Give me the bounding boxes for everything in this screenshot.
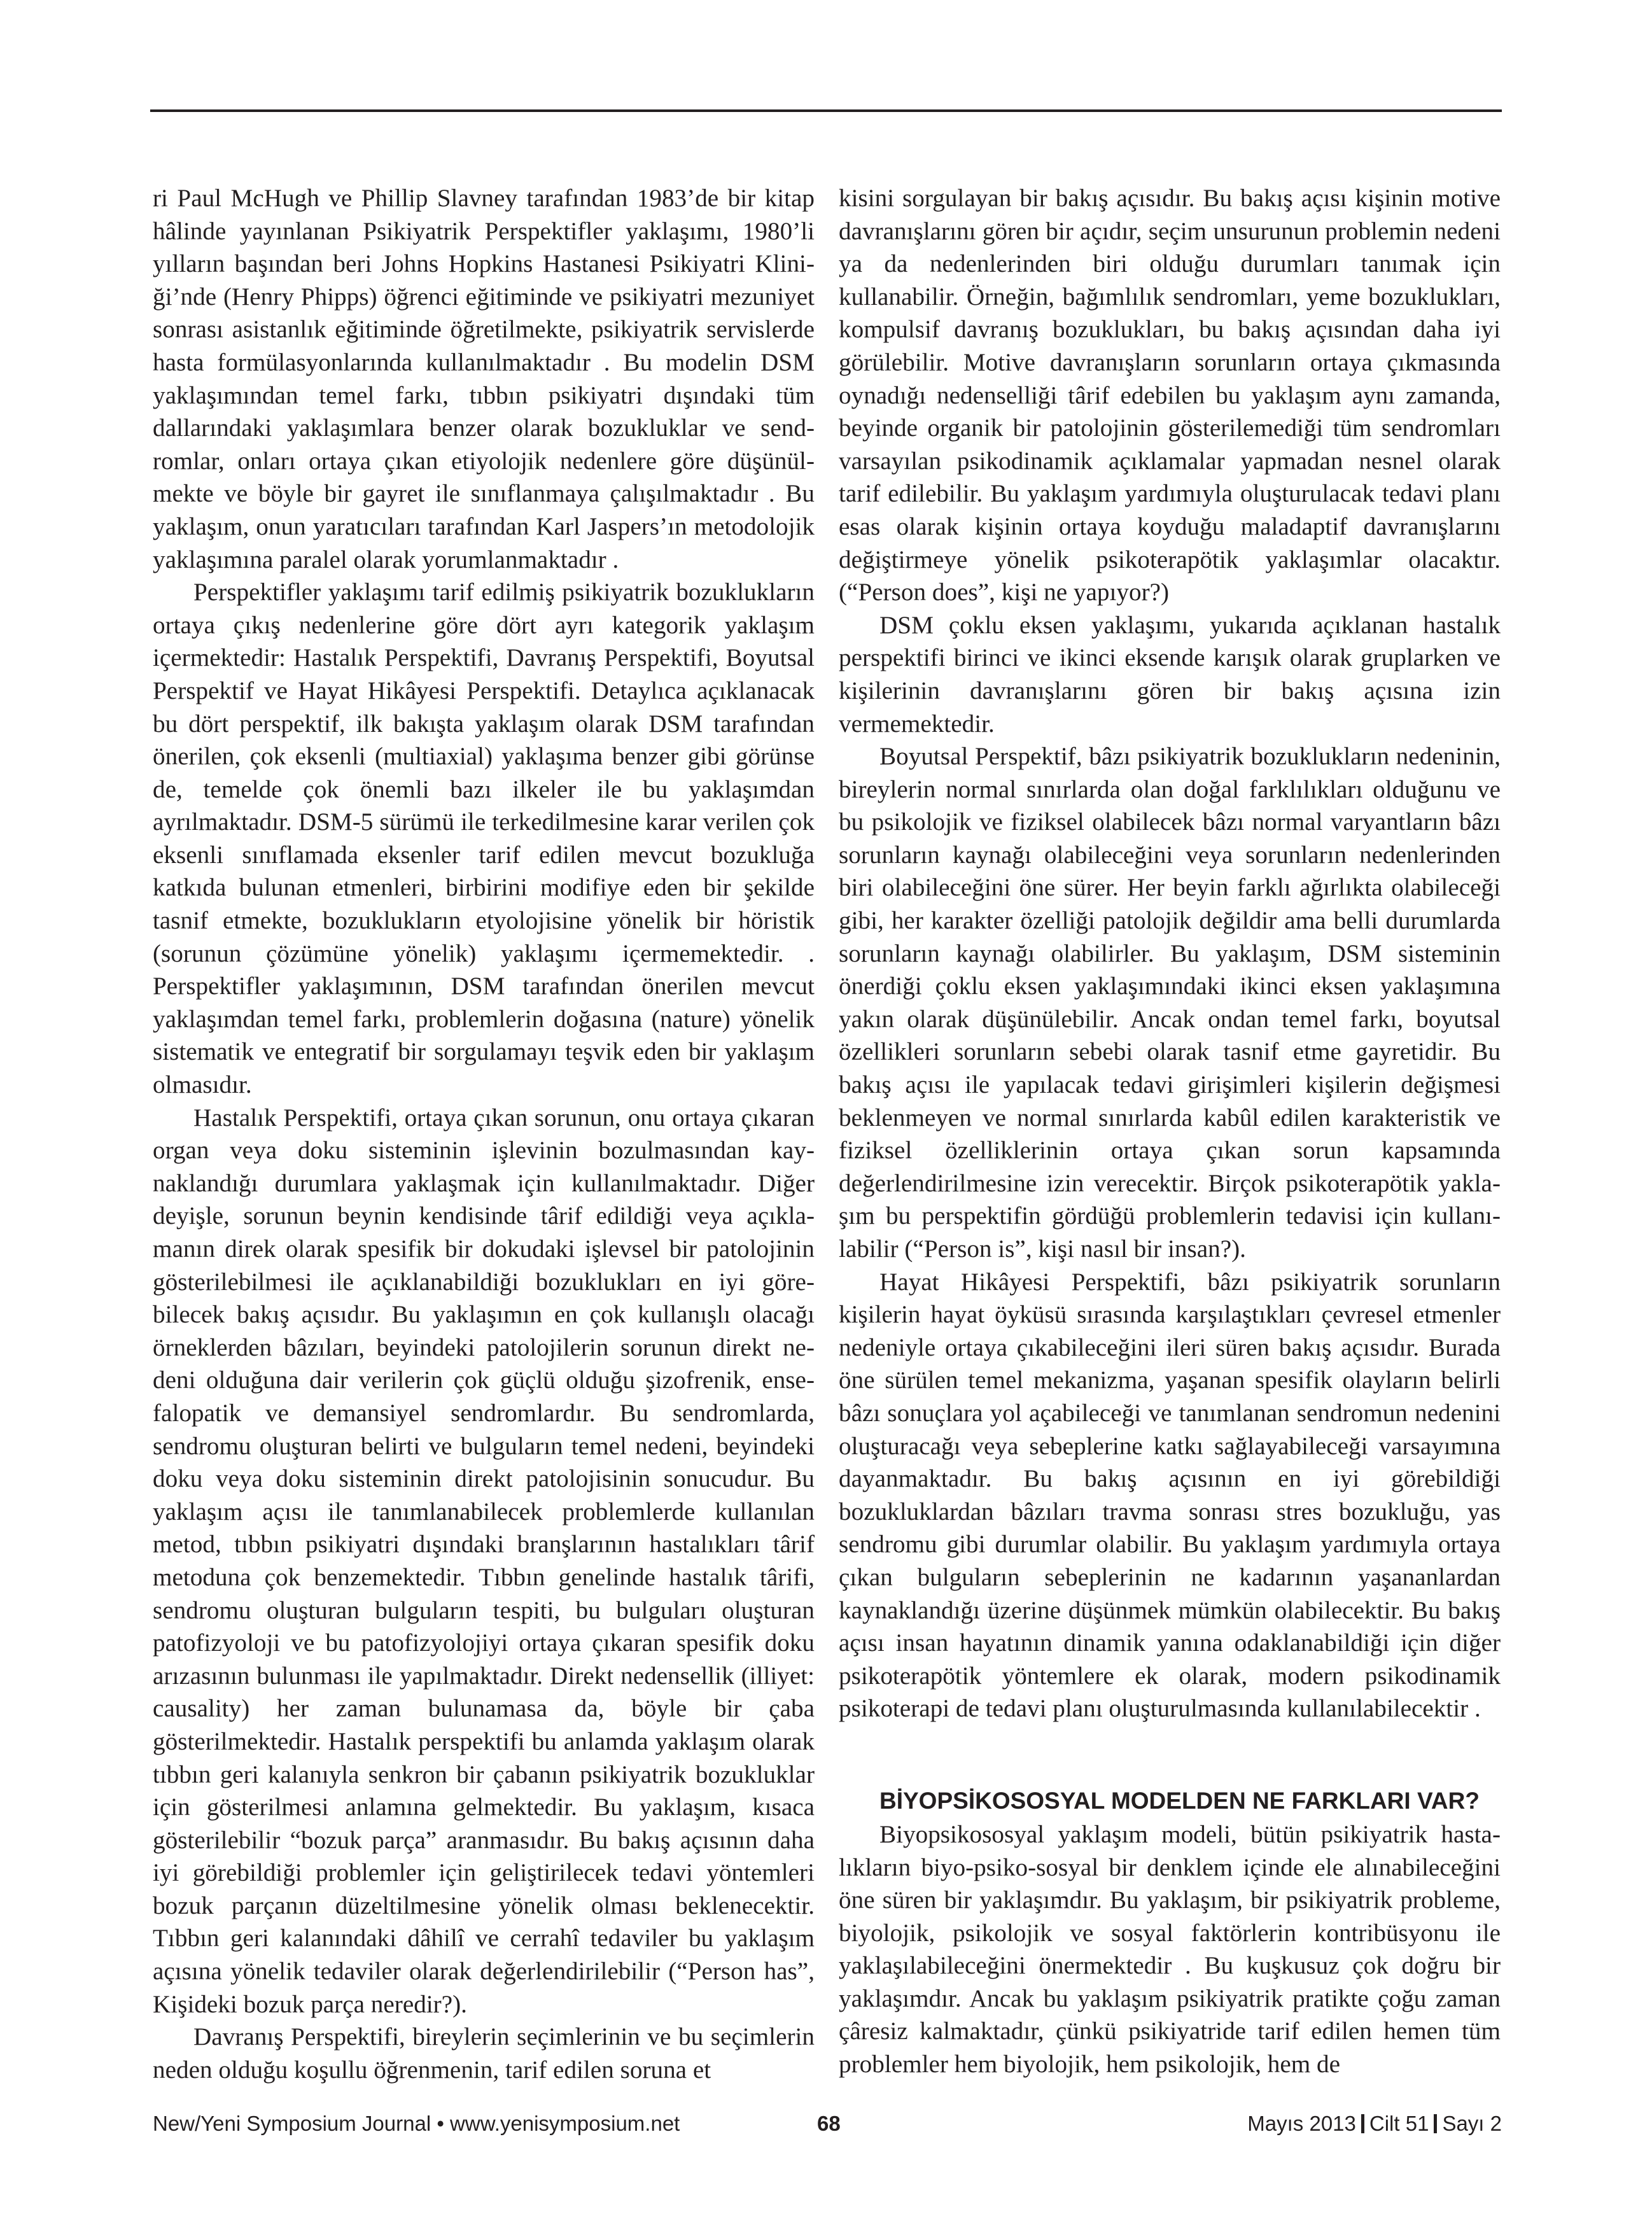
separator-bar xyxy=(1361,2114,1364,2133)
header-rule xyxy=(150,109,1502,112)
separator-bar xyxy=(1434,2114,1437,2133)
footer-issue-info xyxy=(1247,2108,1502,2140)
paragraph: Davranış Perspektifi, bireylerin seçimlerinin ve bu seçimlerin neden olduğu koşullu öğrenmenin, tarif edilen soruna et xyxy=(153,2023,815,2084)
footer-date: Mayıs 2013 xyxy=(1247,2112,1356,2135)
right-column xyxy=(839,182,1501,2081)
footer-volume: Cilt 51 xyxy=(1369,2112,1429,2135)
footer-journal: New/Yeni Symposium Journal • www.yenisymposium.net xyxy=(153,2112,680,2135)
paragraph: ri Paul McHugh ve Phillip Slavney tarafından 1983’de bir kitap hâlinde yayınlanan Psikiyatrik Perspektifler yaklaşımı, 1980’li yılların başından beri Johns Hopkins Hastanesi Psikiyatri Kliniği’nde (Henry Phipps) öğrenci eğitiminde ve psikiyatri mezuniyet sonrası asistanlık eğitiminde öğretilmekte, psikiyatrik servislerde hasta formülasyonlarında kullanılmaktadır . Bu modelin DSM yaklaşımından temel farkı, tıbbın psikiyatri dışındaki tüm dallarındaki yaklaşımlara benzer olarak bozukluklar ve sendromlar, onları ortaya çıkan etiyolojik nedenlere göre düşünülmekte ve böyle bir gayret ile sınıflanmaya çalışılmaktadır . Bu yaklaşım, onun yaratıcıları tarafından Karl Jaspers’ın metodolojik yaklaşımına paralel olarak yorumlanmaktadır . xyxy=(153,185,815,573)
paragraph: Hastalık Perspektifi, ortaya çıkan sorunun, onu ortaya çıkaran organ veya doku sisteminin işlevinin bozulmasından kaynaklandığı durumlara yaklaşmak için kullanılmaktadır. Diğer deyişle, sorunun beynin kendisinde târif edildiği veya açıklamanın direk olarak spesifik bir dokudaki işlevsel bir patolojinin gösterilebilmesi ile açıklanabildiği bozuklukları en iyi görebilecek bakış açısıdır. Bu yaklaşımın en çok kullanışlı olacağı örneklerden bâzıları, beyindeki patolojilerin sorunun direkt nedeni olduğuna dair verilerin çok güçlü olduğu şizofrenik, ensefalopatik ve demansiyel sendromlardır. Bu sendromlarda, sendromu oluşturan belirti ve bulguların temel nedeni, beyindeki doku veya doku sisteminin direkt patolojisinin sonucudur. Bu yaklaşım açısı ile tanımlanabilecek problemlerde kullanılan metod, tıbbın psikiyatri dışındaki branşlarının hastalıkları târif metoduna çok benzemektedir. Tıbbın genelinde hastalık târifi, sendromu oluşturan bulguların tespiti, bu bulguları oluşturan patofizyoloji ve bu patofizyolojiyi ortaya çıkaran spesifik doku arızasının bulunması ile yapılmaktadır. Direkt nedensellik (illiyet: causality) her zaman bulunamasa da, böyle bir çaba gösterilmektedir. Hastalık perspektifi bu anlamda yaklaşım olarak tıbbın geri kalanıyla senkron bir çabanın psikiyatrik bozukluklar için gösterilmesi anlamına gelmektedir. Bu yaklaşım, kısaca gösterilebilir “bozuk parça” aranmasıdır. Bu bakış açısının daha iyi görebildiği problemler için geliştirilecek tedavi yöntemleri bozuk parçanın düzeltilmesine yönelik olması beklenecektir. Tıbbın geri kalanındaki dâhilî ve cerrahî tedaviler bu yaklaşım açısına yönelik tedaviler olarak değerlendirilebilir (“Person has”, Kişideki bozuk parça neredir?). xyxy=(153,1104,815,2018)
page-footer xyxy=(150,2108,1502,2140)
paragraph: Biyopsikososyal yaklaşım modeli, bütün psikiyatrik hastalıkların biyo-psiko-sosyal bir denklem içinde ele alınabileceğini öne süren bir yaklaşımdır. Bu yaklaşım, bir psikiyatrik probleme, biyolojik, psikolojik ve sosyal faktörlerin kontribüsyonu ile yaklaşılabileceğini önermektedir . Bu kuşkusuz çok doğru bir yaklaşımdır. Ancak bu yaklaşım psikiyatrik pratikte çoğu zaman çâresiz kalmaktadır, çünkü psikiyatride tarif edilen hemen tüm problemler hem biyolojik, hem psikolojik, hem de xyxy=(839,1820,1501,2079)
paragraph: Boyutsal Perspektif, bâzı psikiyatrik bozuklukların nedeninin, bireylerin normal sınırlarda olan doğal farklılıkları olduğunu ve bu psikolojik ve fiziksel olabilecek bâzı normal varyantların bâzı sorunların kaynağı olabileceğini veya sorunların nedenlerinden biri olabileceğini öne sürer. Her beyin farklı ağırlıkta olabileceği gibi, her karakter özelliği patolojik değildir ama belli durumlarda sorunların kaynağı olabilirler. Bu yaklaşım, DSM sisteminin önerdiği çoklu eksen yaklaşımındaki ikinci eksen yaklaşımına yakın olarak düşünülebilir. Ancak ondan temel farkı, boyutsal özellikleri sorunların sebebi olarak tasnif etme gayretidir. Bu bakış açısı ile yapılacak tedavi girişimleri kişilerin değişmesi beklenmeyen ve normal sınırlarda kabûl edilen karakteristik ve fiziksel özelliklerinin ortaya çıkan sorun kapsamında değerlendirilmesine izin verecektir. Birçok psikoterapötik yaklaşım bu perspektifin gördüğü problemlerin tedavisi için kullanılabilir (“Person is”, kişi nasıl bir insan?). xyxy=(839,743,1501,1263)
page-number: 68 xyxy=(817,2112,841,2135)
paragraph: Hayat Hikâyesi Perspektifi, bâzı psikiyatrik sorunların kişilerin hayat öyküsü sırasında karşılaştıkları çevresel etmenler nedeniyle ortaya çıkabileceğini ileri süren bakış açısıdır. Burada öne sürülen temel mekanizma, yaşanan spesifik olayların belirli bâzı sonuçlara yol açabileceği ve tanımlanan sendromun nedenini oluşturacağı veya sebeplerine katkı sağlayabileceği varsayımına dayanmaktadır. Bu bakış açısının en iyi görebildiği bozukluklardan bâzıları travma sonrası stres bozukluğu, yas sendromu gibi durumlar olabilir. Bu yaklaşım yardımıyla ortaya çıkan bulguların sebeplerinin ne kadarının yaşananlardan kaynaklandığı üzerine düşünmek mümkün olabilecektir. Bu bakış açısı insan hayatının dinamik yanına odaklanabildiği için diğer psikoterapötik yöntemlere ek olarak, modern psikodinamik psikoterapi de tedavi planı oluşturulmasında kullanılabilecektir . xyxy=(839,1268,1501,1723)
paragraph: DSM çoklu eksen yaklaşımı, yukarıda açıklanan hastalık perspektifi birinci ve ikinci eksende karışık olarak gruplarken ve kişilerinin davranışlarını gören bir bakış açısına izin vermemektedir. xyxy=(839,611,1501,738)
left-column xyxy=(153,182,815,2086)
paragraph: kisini sorgulayan bir bakış açısıdır. Bu bakış açısı kişinin motive davranışlarını gören bir açıdır, seçim unsurunun problemin nedeni ya da nedenlerinden biri olduğu durumları tanımak için kullanabilir. Örneğin, bağımlılık sendromları, yeme bozuklukları, kompulsif davranış bozuklukları, bu bakış açısından daha iyi görülebilir. Motive davranışların sorunların ortaya çıkmasında oynadığı nedenselliği târif edebilen bu yaklaşım aynı zamanda, beyinde organik bir patolojinin gösterilemediği tüm sendromları varsayılan psikodinamik açıklamalar yapmadan nesnel olarak tarif edilebilir. Bu yaklaşım yardımıyla oluşturulacak tedavi planı esas olarak kişinin ortaya koyduğu maladaptif davranışlarını değiştirmeye yönelik psikoterapötik yaklaşımlar olacaktır. (“Person does”, kişi ne yapıyor?) xyxy=(839,185,1501,607)
section-heading: BİYOPSİKOSOSYAL MODELDEN NE FARKLARI VAR? xyxy=(879,1787,1480,1814)
paragraph: Perspektifler yaklaşımı tarif edilmiş psikiyatrik bozuklukların ortaya çıkış nedenlerine göre dört ayrı kategorik yaklaşım içermektedir: Hastalık Perspektifi, Davranış Perspektifi, Boyutsal Perspektif ve Hayat Hikâyesi Perspektifi. Detaylıca açıklanacak bu dört perspektif, ilk bakışta yaklaşım olarak DSM tarafından önerilen, çok eksenli (multiaxial) yaklaşıma benzer gibi görünse de, temelde çok önemli bazı ilkeler ile bu yaklaşımdan ayrılmaktadır. DSM-5 sürümü ile terkedilmesine karar verilen çok eksenli sınıflamada eksenler tarif edilen mevcut bozukluğa katkıda bulunan etmenleri, birbirini modifiye eden bir şekilde tasnif etmekte, bozuklukların etyolojisine yönelik bir höristik (sorunun çözümüne yönelik) yaklaşımı içermemektedir. . Perspektifler yaklaşımının, DSM tarafından önerilen mevcut yaklaşımdan temel farkı, problemlerin doğasına (nature) yönelik sistematik ve entegratif bir sorgulamayı teşvik eden bir yaklaşım olmasıdır. xyxy=(153,579,815,1099)
footer-issue: Sayı 2 xyxy=(1442,2112,1502,2135)
